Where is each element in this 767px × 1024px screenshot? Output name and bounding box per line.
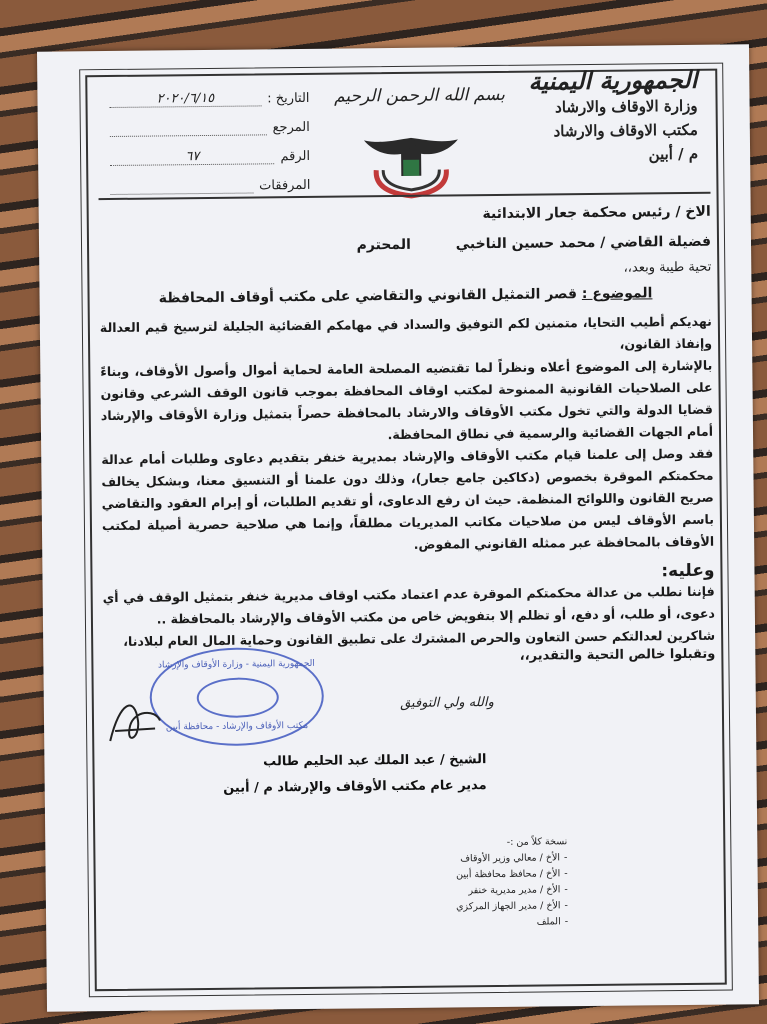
stamp-emblem-icon [197, 677, 279, 718]
list-item: - الأخ / مدير مديرية خنفر [328, 882, 568, 901]
governorate-name: م / أبين [648, 144, 699, 164]
paragraph-reference: بالإشارة إلى الموضوع أعلاه ونظراً لما تقتضيه المصلحة العامة لحماية أموال وأصول الأوقاف، وبناءً على الصلاحيات القانونية الممنوحة لمكتب اوقاف المحافظة بموجب قانون الوقف الشرعي وقانون قضايا الدولة والتي تخول مكتب الأوقاف والارشاد بالمحافظة حصراً بتمثيل وزارة الأوقاف والإرشاد أمام الجهات القضائية والرسمية في نطاق المحافظة. [100, 357, 714, 443]
conclusion-label: وعليه: [661, 560, 715, 582]
respect-word: المحترم [356, 236, 411, 254]
signer-block [106, 747, 487, 803]
number-value: ٦٧ [110, 148, 275, 166]
stamp-bottom-text: مكتب الأوقاف والإرشاد - محافظة أبين [165, 720, 309, 733]
greeting: تحية طيبة وبعد،، [623, 259, 712, 276]
list-item: - الملف [328, 914, 568, 933]
signer-name: الشيخ / عبد الملك عبد الحليم طالب [263, 752, 487, 770]
copy-recipient: الأخ / مدير مديرية خنفر [468, 884, 561, 897]
closing-phrase: والله ولي التوفيق [400, 695, 494, 711]
letter-paper [37, 44, 759, 1011]
copy-recipient: الملف [536, 916, 561, 928]
number-label: الرقم [280, 148, 311, 165]
subject-line [100, 285, 712, 307]
office-name: مكتب الاوقاف والارشاد [553, 120, 698, 141]
list-item: - الأخ / معالي وزير الأوقاف [327, 850, 567, 869]
paragraph-greeting: نهديكم أطيب التحايا، متمنين لكم التوفيق والسداد في مهامكم القضائية الجليلة لترسيخ قيم العدالة وإنفاذ القانون، [99, 313, 713, 352]
copy-recipient: الأخ / محافظ محافظة أبين [456, 868, 561, 881]
addressee-line: الاخ / رئيس محكمة جعار الابتدائية [482, 203, 711, 223]
copy-recipient: الأخ / معالي وزير الأوقاف [460, 852, 561, 865]
list-item: - الأخ / محافظ محافظة أبين [328, 866, 568, 885]
paragraph-thanks: شاكرين لعدالتكم حسن التعاون والحرص المشترك على تطبيق القانون وحماية المال العام لبلادنا، [123, 627, 716, 649]
letterhead-right [467, 65, 698, 168]
reference-label: المرجع [272, 119, 310, 136]
paragraph-regards: وتقبلوا خالص التحية والتقدير،، [519, 646, 716, 664]
yemen-emblem-icon [356, 129, 467, 204]
state-name: الجمهورية اليمنية [528, 64, 698, 96]
copies-list [327, 834, 568, 933]
handwritten-signature [100, 690, 171, 755]
paragraph-request: فإننا نطلب من عدالة محكمتكم الموقرة عدم اعتماد مكتب اوقاف مديرية خنفر بتمثيل الوقف في أي دعوى، أو طلب، أو دفع، أو تظلم إلا بتفويض خاص من مكتب الأوقاف والإرشاد بالمحافظة .. [102, 583, 715, 627]
subject-label: الموضوع : [581, 285, 653, 303]
letter-body [99, 197, 716, 668]
copy-recipient: الأخ / مدير الجهاز المركزي [456, 900, 561, 913]
attachments-label: المرفقات [259, 177, 311, 194]
signer-title: مدير عام مكتب الأوقاف والإرشاد م / أبين [223, 778, 487, 796]
copies-label: نسخة كلاً من :- [506, 836, 568, 848]
number-row [110, 135, 310, 166]
judge-name: فضيلة القاضي / محمد حسين الناخبي [455, 233, 712, 253]
basmala: بسم الله الرحمن الرحيم [333, 84, 506, 107]
date-value: ٢٠٢٠/٦/١٥ [109, 90, 261, 108]
date-row [109, 77, 309, 108]
attachments-row [110, 164, 310, 195]
list-item: - الأخ / مدير الجهاز المركزي [328, 898, 568, 917]
ministry-name: وزارة الاوقاف والارشاد [555, 96, 698, 117]
stamp-top-text: الجمهورية اليمنية - وزارة الأوقاف والإرشاد [157, 658, 315, 671]
date-label: التاريخ : [267, 90, 310, 107]
reference-row [110, 106, 310, 137]
letter-meta [109, 77, 310, 195]
judge-line [99, 227, 711, 263]
paragraph-issue: فقد وصل إلى علمنا قيام مكتب الأوقاف والإرشاد بمديرية خنفر بتقديم دعاوى وطلبات أمام عدالة محكمتكم الموقرة بخصوص (دكاكين جامع جعار)، وذلك دون علمنا أو التنسيق معنا، وبشكل يخالف صريح القانون واللوائح المنظمة. حيث ان رفع الدعاوى، أو تقديم الطلبات، أو إبرام العقود والتقاضي باسم الأوقاف ليس من صلاحيات مكاتب المديريات مطلقاً، وإنما هي صلاحية حصرية أصيلة لمكتب الأوقاف بالمحافظة عبر ممثله القانوني المفوض. [101, 445, 715, 552]
subject-text: قصر التمثيل القانوني والتقاضي على مكتب أوقاف المحافظة [158, 286, 578, 307]
